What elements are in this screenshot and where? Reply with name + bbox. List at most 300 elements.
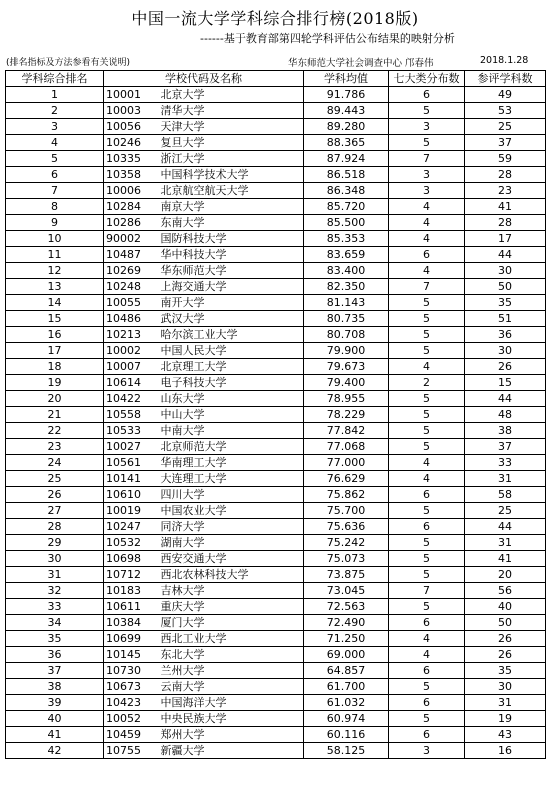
category-count-cell: 5 — [389, 295, 465, 311]
mean-score-cell: 75.862 — [304, 487, 389, 503]
school-code-cell: 10487 — [104, 247, 159, 263]
category-count-cell: 4 — [389, 231, 465, 247]
table-row — [6, 631, 546, 647]
category-count-cell: 5 — [389, 407, 465, 423]
category-count-cell: 6 — [389, 247, 465, 263]
school-code-cell: 10730 — [104, 663, 159, 679]
subject-count-cell: 51 — [465, 311, 546, 327]
mean-score-cell: 77.000 — [304, 455, 389, 471]
table-row — [6, 199, 546, 215]
rank-cell: 32 — [6, 583, 104, 599]
mean-score-cell: 82.350 — [304, 279, 389, 295]
mean-score-cell: 75.242 — [304, 535, 389, 551]
school-code-cell: 10558 — [104, 407, 159, 423]
subject-count-cell: 16 — [465, 743, 546, 759]
category-count-cell: 6 — [389, 487, 465, 503]
school-name-cell: 兰州大学 — [159, 663, 304, 679]
subject-count-cell: 26 — [465, 647, 546, 663]
table-row — [6, 663, 546, 679]
category-count-cell: 4 — [389, 631, 465, 647]
school-code-cell: 10247 — [104, 519, 159, 535]
school-name-cell: 天津大学 — [159, 119, 304, 135]
category-count-cell: 3 — [389, 167, 465, 183]
school-name-cell: 华中科技大学 — [159, 247, 304, 263]
category-count-cell: 4 — [389, 215, 465, 231]
table-row — [6, 327, 546, 343]
school-name-cell: 中南大学 — [159, 423, 304, 439]
subject-count-cell: 48 — [465, 407, 546, 423]
category-count-cell: 6 — [389, 727, 465, 743]
subject-count-cell: 44 — [465, 519, 546, 535]
table-row — [6, 743, 546, 759]
category-count-cell: 5 — [389, 503, 465, 519]
mean-score-cell: 85.720 — [304, 199, 389, 215]
category-count-cell: 5 — [389, 535, 465, 551]
school-code-cell: 10183 — [104, 583, 159, 599]
school-name-cell: 中国科学技术大学 — [159, 167, 304, 183]
header-rank: 学科综合排名 — [6, 71, 104, 87]
subject-count-cell: 58 — [465, 487, 546, 503]
category-count-cell: 5 — [389, 679, 465, 695]
subject-count-cell: 33 — [465, 455, 546, 471]
subject-count-cell: 15 — [465, 375, 546, 391]
school-code-cell: 10145 — [104, 647, 159, 663]
subject-count-cell: 41 — [465, 199, 546, 215]
school-code-cell: 10286 — [104, 215, 159, 231]
school-code-cell: 10673 — [104, 679, 159, 695]
table-row — [6, 359, 546, 375]
school-code-cell: 10246 — [104, 135, 159, 151]
rank-cell: 23 — [6, 439, 104, 455]
rank-cell: 12 — [6, 263, 104, 279]
school-code-cell: 10611 — [104, 599, 159, 615]
mean-score-cell: 85.500 — [304, 215, 389, 231]
table-row — [6, 679, 546, 695]
table-row — [6, 535, 546, 551]
header-mean: 学科均值 — [304, 71, 389, 87]
school-code-cell: 10007 — [104, 359, 159, 375]
school-name-cell: 东北大学 — [159, 647, 304, 663]
subject-count-cell: 30 — [465, 263, 546, 279]
category-count-cell: 5 — [389, 439, 465, 455]
table-row — [6, 151, 546, 167]
category-count-cell: 4 — [389, 263, 465, 279]
school-name-cell: 西安交通大学 — [159, 551, 304, 567]
page-subtitle: ------基于教育部第四轮学科评估公布结果的映射分析 — [200, 32, 455, 45]
subject-count-cell: 38 — [465, 423, 546, 439]
mean-score-cell: 89.443 — [304, 103, 389, 119]
subject-count-cell: 31 — [465, 535, 546, 551]
rank-cell: 40 — [6, 711, 104, 727]
subject-count-cell: 31 — [465, 471, 546, 487]
subject-count-cell: 26 — [465, 631, 546, 647]
table-row — [6, 439, 546, 455]
category-count-cell: 5 — [389, 551, 465, 567]
category-count-cell: 3 — [389, 743, 465, 759]
school-name-cell: 南京大学 — [159, 199, 304, 215]
category-count-cell: 5 — [389, 343, 465, 359]
table-row — [6, 135, 546, 151]
rank-cell: 16 — [6, 327, 104, 343]
school-name-cell: 浙江大学 — [159, 151, 304, 167]
school-code-cell: 10335 — [104, 151, 159, 167]
table-row — [6, 215, 546, 231]
category-count-cell: 4 — [389, 647, 465, 663]
school-name-cell: 吉林大学 — [159, 583, 304, 599]
rank-cell: 9 — [6, 215, 104, 231]
table-row — [6, 279, 546, 295]
subject-count-cell: 30 — [465, 343, 546, 359]
category-count-cell: 6 — [389, 695, 465, 711]
school-name-cell: 华南理工大学 — [159, 455, 304, 471]
school-name-cell: 中国人民大学 — [159, 343, 304, 359]
mean-score-cell: 73.045 — [304, 583, 389, 599]
mean-score-cell: 60.974 — [304, 711, 389, 727]
category-count-cell: 5 — [389, 103, 465, 119]
school-code-cell: 10698 — [104, 551, 159, 567]
subject-count-cell: 31 — [465, 695, 546, 711]
category-count-cell: 6 — [389, 663, 465, 679]
table-row — [6, 711, 546, 727]
category-count-cell: 5 — [389, 567, 465, 583]
table-header-row — [6, 71, 546, 87]
table-row — [6, 391, 546, 407]
category-count-cell: 5 — [389, 391, 465, 407]
subject-count-cell: 36 — [465, 327, 546, 343]
table-row — [6, 455, 546, 471]
rank-cell: 8 — [6, 199, 104, 215]
subject-count-cell: 26 — [465, 359, 546, 375]
method-note: (排名指标及方法参看有关说明) — [6, 58, 131, 68]
table-row — [6, 519, 546, 535]
school-code-cell: 10459 — [104, 727, 159, 743]
table-row — [6, 231, 546, 247]
subject-count-cell: 25 — [465, 503, 546, 519]
mean-score-cell: 86.348 — [304, 183, 389, 199]
school-code-cell: 10610 — [104, 487, 159, 503]
school-name-cell: 上海交通大学 — [159, 279, 304, 295]
mean-score-cell: 58.125 — [304, 743, 389, 759]
category-count-cell: 6 — [389, 519, 465, 535]
category-count-cell: 4 — [389, 359, 465, 375]
table-row — [6, 599, 546, 615]
school-name-cell: 重庆大学 — [159, 599, 304, 615]
mean-score-cell: 72.490 — [304, 615, 389, 631]
rank-cell: 15 — [6, 311, 104, 327]
table-row — [6, 103, 546, 119]
category-count-cell: 7 — [389, 583, 465, 599]
school-name-cell: 哈尔滨工业大学 — [159, 327, 304, 343]
table-row — [6, 247, 546, 263]
subject-count-cell: 56 — [465, 583, 546, 599]
rank-cell: 4 — [6, 135, 104, 151]
mean-score-cell: 88.365 — [304, 135, 389, 151]
school-name-cell: 电子科技大学 — [159, 375, 304, 391]
rank-cell: 18 — [6, 359, 104, 375]
table-row — [6, 423, 546, 439]
mean-score-cell: 81.143 — [304, 295, 389, 311]
table-row — [6, 343, 546, 359]
school-name-cell: 厦门大学 — [159, 615, 304, 631]
mean-score-cell: 79.673 — [304, 359, 389, 375]
publish-date: 2018.1.28 — [480, 55, 529, 66]
rank-cell: 13 — [6, 279, 104, 295]
rank-cell: 24 — [6, 455, 104, 471]
page-title: 中国一流大学学科综合排行榜(2018版) — [131, 9, 419, 28]
table-row — [6, 311, 546, 327]
rank-cell: 34 — [6, 615, 104, 631]
rank-cell: 33 — [6, 599, 104, 615]
school-name-cell: 中国农业大学 — [159, 503, 304, 519]
header-subjects: 参评学科数 — [465, 71, 546, 87]
school-code-cell: 10423 — [104, 695, 159, 711]
school-name-cell: 北京航空航天大学 — [159, 183, 304, 199]
mean-score-cell: 69.000 — [304, 647, 389, 663]
mean-score-cell: 89.280 — [304, 119, 389, 135]
school-name-cell: 北京理工大学 — [159, 359, 304, 375]
mean-score-cell: 79.900 — [304, 343, 389, 359]
school-name-cell: 中山大学 — [159, 407, 304, 423]
mean-score-cell: 75.073 — [304, 551, 389, 567]
table-row — [6, 375, 546, 391]
subject-count-cell: 50 — [465, 279, 546, 295]
school-code-cell: 10358 — [104, 167, 159, 183]
header-school: 学校代码及名称 — [104, 71, 304, 87]
rank-cell: 7 — [6, 183, 104, 199]
mean-score-cell: 72.563 — [304, 599, 389, 615]
table-row — [6, 647, 546, 663]
category-count-cell: 7 — [389, 279, 465, 295]
school-name-cell: 北京师范大学 — [159, 439, 304, 455]
rank-cell: 29 — [6, 535, 104, 551]
subject-count-cell: 44 — [465, 391, 546, 407]
mean-score-cell: 60.116 — [304, 727, 389, 743]
table-row — [6, 87, 546, 103]
school-name-cell: 新疆大学 — [159, 743, 304, 759]
table-row — [6, 471, 546, 487]
rank-cell: 19 — [6, 375, 104, 391]
header-categories: 七大类分布数 — [389, 71, 465, 87]
category-count-cell: 4 — [389, 455, 465, 471]
table-row — [6, 119, 546, 135]
mean-score-cell: 91.786 — [304, 87, 389, 103]
school-name-cell: 华东师范大学 — [159, 263, 304, 279]
rank-cell: 35 — [6, 631, 104, 647]
table-row — [6, 487, 546, 503]
table-row — [6, 567, 546, 583]
author-org: 华东师范大学社会调查中心 邝春伟 — [288, 58, 434, 69]
category-count-cell: 6 — [389, 615, 465, 631]
mean-score-cell: 86.518 — [304, 167, 389, 183]
subject-count-cell: 28 — [465, 215, 546, 231]
school-code-cell: 10422 — [104, 391, 159, 407]
rank-cell: 22 — [6, 423, 104, 439]
table-row — [6, 503, 546, 519]
mean-score-cell: 78.229 — [304, 407, 389, 423]
school-code-cell: 10614 — [104, 375, 159, 391]
rank-cell: 26 — [6, 487, 104, 503]
subject-count-cell: 25 — [465, 119, 546, 135]
school-code-cell: 10755 — [104, 743, 159, 759]
school-name-cell: 云南大学 — [159, 679, 304, 695]
subject-count-cell: 17 — [465, 231, 546, 247]
school-name-cell: 中央民族大学 — [159, 711, 304, 727]
mean-score-cell: 87.924 — [304, 151, 389, 167]
mean-score-cell: 71.250 — [304, 631, 389, 647]
table-row — [6, 183, 546, 199]
mean-score-cell: 80.708 — [304, 327, 389, 343]
subject-count-cell: 44 — [465, 247, 546, 263]
school-name-cell: 北京大学 — [159, 87, 304, 103]
school-code-cell: 10269 — [104, 263, 159, 279]
mean-score-cell: 73.875 — [304, 567, 389, 583]
school-code-cell: 10002 — [104, 343, 159, 359]
mean-score-cell: 78.955 — [304, 391, 389, 407]
rank-cell: 41 — [6, 727, 104, 743]
school-code-cell: 10056 — [104, 119, 159, 135]
rank-cell: 38 — [6, 679, 104, 695]
rank-cell: 36 — [6, 647, 104, 663]
subject-count-cell: 30 — [465, 679, 546, 695]
school-name-cell: 复旦大学 — [159, 135, 304, 151]
school-code-cell: 10141 — [104, 471, 159, 487]
table-row — [6, 263, 546, 279]
school-code-cell: 10027 — [104, 439, 159, 455]
rank-cell: 20 — [6, 391, 104, 407]
rank-cell: 10 — [6, 231, 104, 247]
mean-score-cell: 61.700 — [304, 679, 389, 695]
rank-cell: 27 — [6, 503, 104, 519]
subject-count-cell: 20 — [465, 567, 546, 583]
rank-cell: 3 — [6, 119, 104, 135]
subject-count-cell: 43 — [465, 727, 546, 743]
school-code-cell: 10486 — [104, 311, 159, 327]
school-code-cell: 10532 — [104, 535, 159, 551]
table-row — [6, 295, 546, 311]
subject-count-cell: 53 — [465, 103, 546, 119]
subject-count-cell: 35 — [465, 295, 546, 311]
subject-count-cell: 37 — [465, 135, 546, 151]
rank-cell: 21 — [6, 407, 104, 423]
category-count-cell: 5 — [389, 135, 465, 151]
school-name-cell: 武汉大学 — [159, 311, 304, 327]
rank-cell: 5 — [6, 151, 104, 167]
school-code-cell: 10712 — [104, 567, 159, 583]
school-name-cell: 国防科技大学 — [159, 231, 304, 247]
table-row — [6, 615, 546, 631]
mean-score-cell: 76.629 — [304, 471, 389, 487]
table-row — [6, 695, 546, 711]
subject-count-cell: 49 — [465, 87, 546, 103]
mean-score-cell: 64.857 — [304, 663, 389, 679]
school-name-cell: 湖南大学 — [159, 535, 304, 551]
category-count-cell: 5 — [389, 423, 465, 439]
school-code-cell: 10384 — [104, 615, 159, 631]
table-row — [6, 167, 546, 183]
mean-score-cell: 83.400 — [304, 263, 389, 279]
category-count-cell: 4 — [389, 471, 465, 487]
school-code-cell: 10006 — [104, 183, 159, 199]
school-name-cell: 大连理工大学 — [159, 471, 304, 487]
school-code-cell: 10019 — [104, 503, 159, 519]
school-name-cell: 南开大学 — [159, 295, 304, 311]
category-count-cell: 2 — [389, 375, 465, 391]
mean-score-cell: 83.659 — [304, 247, 389, 263]
rank-cell: 1 — [6, 87, 104, 103]
rank-cell: 31 — [6, 567, 104, 583]
school-code-cell: 10248 — [104, 279, 159, 295]
rank-cell: 6 — [6, 167, 104, 183]
rank-cell: 30 — [6, 551, 104, 567]
rank-cell: 14 — [6, 295, 104, 311]
mean-score-cell: 75.636 — [304, 519, 389, 535]
table-row — [6, 551, 546, 567]
table-row — [6, 583, 546, 599]
ranking-table — [5, 70, 546, 759]
school-name-cell: 清华大学 — [159, 103, 304, 119]
school-code-cell: 10052 — [104, 711, 159, 727]
category-count-cell: 5 — [389, 599, 465, 615]
school-code-cell: 10003 — [104, 103, 159, 119]
mean-score-cell: 75.700 — [304, 503, 389, 519]
school-code-cell: 10533 — [104, 423, 159, 439]
school-code-cell: 90002 — [104, 231, 159, 247]
mean-score-cell: 77.842 — [304, 423, 389, 439]
subject-count-cell: 23 — [465, 183, 546, 199]
subject-count-cell: 50 — [465, 615, 546, 631]
subject-count-cell: 41 — [465, 551, 546, 567]
mean-score-cell: 79.400 — [304, 375, 389, 391]
rank-cell: 2 — [6, 103, 104, 119]
category-count-cell: 5 — [389, 711, 465, 727]
mean-score-cell: 77.068 — [304, 439, 389, 455]
rank-cell: 11 — [6, 247, 104, 263]
rank-cell: 37 — [6, 663, 104, 679]
subject-count-cell: 19 — [465, 711, 546, 727]
subject-count-cell: 37 — [465, 439, 546, 455]
mean-score-cell: 61.032 — [304, 695, 389, 711]
school-code-cell: 10055 — [104, 295, 159, 311]
school-code-cell: 10561 — [104, 455, 159, 471]
rank-cell: 42 — [6, 743, 104, 759]
school-code-cell: 10699 — [104, 631, 159, 647]
category-count-cell: 5 — [389, 311, 465, 327]
category-count-cell: 4 — [389, 199, 465, 215]
mean-score-cell: 85.353 — [304, 231, 389, 247]
rank-cell: 39 — [6, 695, 104, 711]
table-row — [6, 727, 546, 743]
subject-count-cell: 28 — [465, 167, 546, 183]
school-name-cell: 四川大学 — [159, 487, 304, 503]
subject-count-cell: 35 — [465, 663, 546, 679]
category-count-cell: 3 — [389, 119, 465, 135]
school-code-cell: 10213 — [104, 327, 159, 343]
rank-cell: 17 — [6, 343, 104, 359]
school-code-cell: 10001 — [104, 87, 159, 103]
school-name-cell: 中国海洋大学 — [159, 695, 304, 711]
table-row — [6, 407, 546, 423]
school-name-cell: 山东大学 — [159, 391, 304, 407]
category-count-cell: 7 — [389, 151, 465, 167]
category-count-cell: 6 — [389, 87, 465, 103]
subject-count-cell: 40 — [465, 599, 546, 615]
table-body — [6, 87, 546, 759]
school-name-cell: 郑州大学 — [159, 727, 304, 743]
school-name-cell: 同济大学 — [159, 519, 304, 535]
rank-cell: 25 — [6, 471, 104, 487]
mean-score-cell: 80.735 — [304, 311, 389, 327]
school-name-cell: 西北农林科技大学 — [159, 567, 304, 583]
